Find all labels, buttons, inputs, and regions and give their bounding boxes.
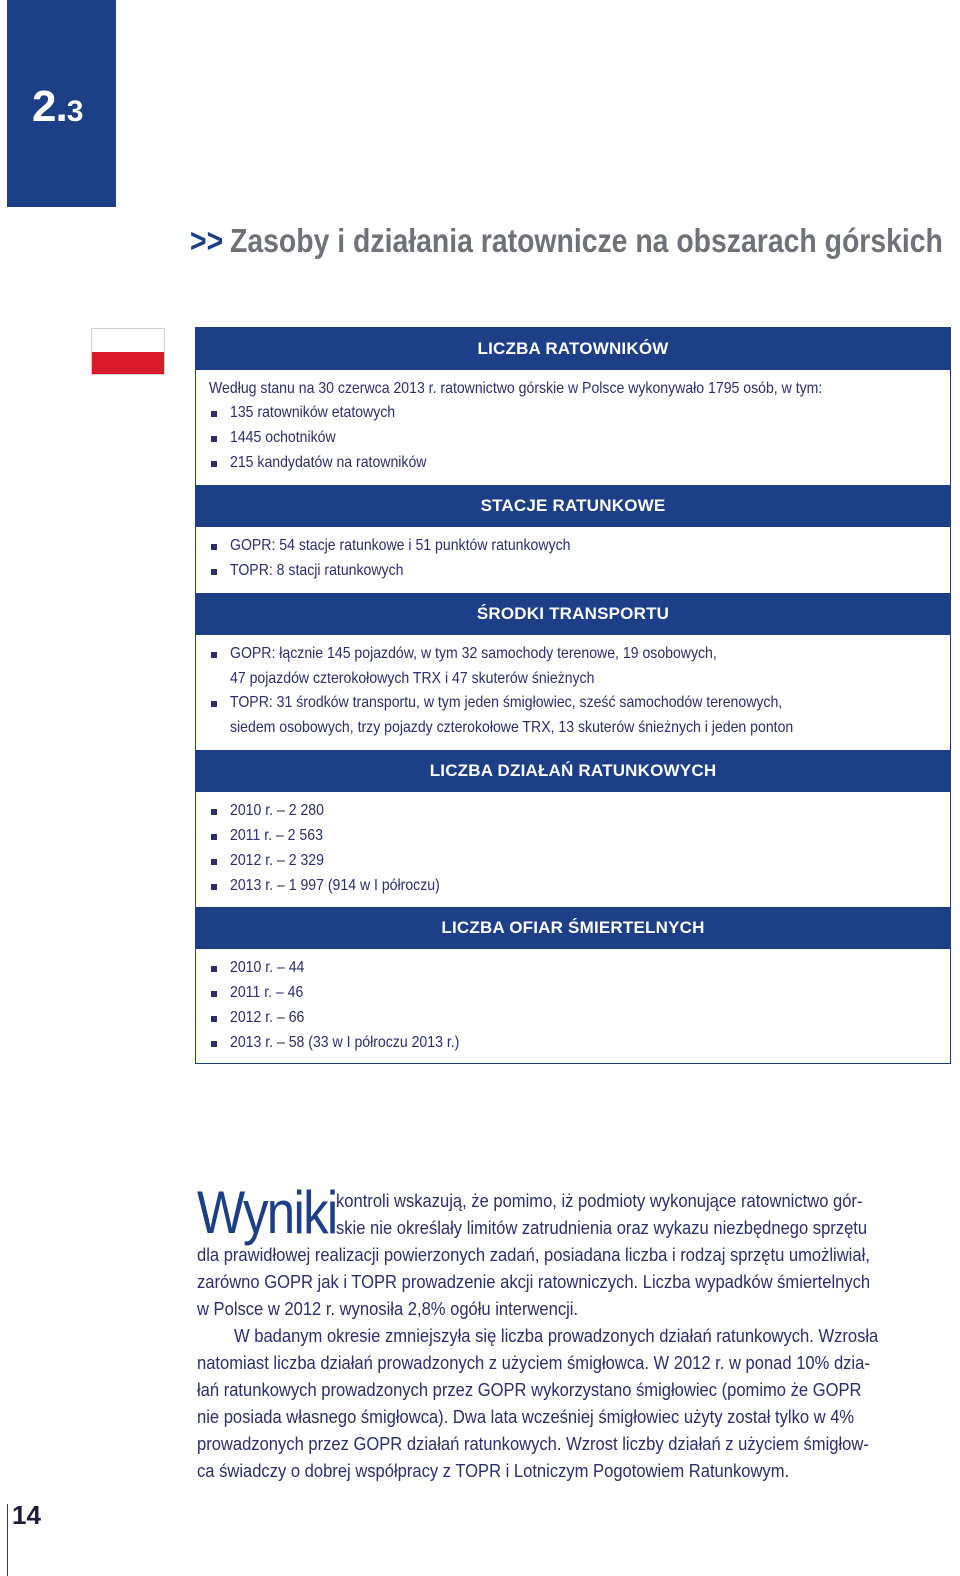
bullet-icon: [211, 701, 217, 707]
page-number: 14: [12, 1500, 41, 1530]
paragraph-line: ca świadczy o dobrej współpracy z TOPR i Lotniczym Pogotowiem Ratunkowym.: [197, 1461, 790, 1481]
page-rule: [7, 1504, 8, 1576]
bullet-icon: [211, 544, 217, 550]
poland-flag-icon: [91, 328, 165, 375]
list-item: 2012 r. – 2 329: [230, 852, 324, 869]
list-item: 2010 r. – 2 280: [230, 802, 324, 819]
results-lead-word: Wyniki: [197, 1179, 337, 1246]
fatalities-header: LICZBA OFIAR ŚMIERTELNYCH: [196, 907, 950, 949]
list-item: 215 kandydatów na ratowników: [230, 454, 427, 471]
bullet-icon: [211, 859, 217, 865]
paragraph-line: prowadzonych przez GOPR działań ratunkowych. Wzrost liczby działań z użyciem śmigłow-: [197, 1434, 869, 1454]
bullet-icon: [211, 834, 217, 840]
paragraph-line: W badanym okresie zmniejszyła się liczba prowadzonych działań ratunkowych. Wzrosła: [234, 1326, 879, 1346]
section-number: 2.3: [32, 82, 83, 131]
bullet-icon: [211, 1041, 217, 1047]
paragraph-line: łań ratunkowych prowadzonych przez GOPR wykorzystano śmigłowiec (pomimo że GOPR: [197, 1380, 862, 1400]
heading-arrows-icon: >>: [190, 222, 224, 259]
list-item: 1445 ochotników: [230, 429, 336, 446]
list-item: GOPR: łącznie 145 pojazdów, w tym 32 samochody terenowe, 19 osobowych,: [230, 645, 717, 662]
paragraph-line: zarówno GOPR jak i TOPR prowadzenie akcji ratowniczych. Liczba wypadków śmiertelnych: [197, 1272, 871, 1292]
list-item: 2013 r. – 58 (33 w I półroczu 2013 r.): [230, 1034, 460, 1051]
chapter-title: Zasoby i działania ratownicze na obszarach górskich: [230, 222, 943, 259]
bullet-icon: [211, 966, 217, 972]
list-item: 2010 r. – 44: [230, 959, 305, 976]
list-item: TOPR: 31 środków transportu, w tym jeden śmigłowiec, sześć samochodów terenowych,: [230, 694, 783, 711]
info-box: [195, 327, 951, 1064]
paragraph-line: w Polsce w 2012 r. wynosiła 2,8% ogółu interwencji.: [197, 1299, 579, 1319]
actions-header: LICZBA DZIAŁAŃ RATUNKOWYCH: [196, 750, 950, 792]
list-item: 2013 r. – 1 997 (914 w I półroczu): [230, 877, 440, 894]
bullet-icon: [211, 461, 217, 467]
stations-header: STACJE RATUNKOWE: [196, 485, 950, 527]
list-item: 2011 r. – 46: [230, 984, 304, 1001]
rescuers-intro: Według stanu na 30 czerwca 2013 r. ratownictwo górskie w Polsce wykonywało 1795 osób, w tym:: [209, 380, 823, 397]
bullet-icon: [211, 1016, 217, 1022]
bullet-icon: [211, 809, 217, 815]
list-item: GOPR: 54 stacje ratunkowe i 51 punktów ratunkowych: [230, 537, 571, 554]
rescuers-header: LICZBA RATOWNIKÓW: [196, 328, 950, 370]
paragraph-line: nie posiada własnego śmigłowca). Dwa lata wcześniej śmigłowiec użyty został tylko w 4%: [197, 1407, 855, 1427]
bullet-icon: [211, 884, 217, 890]
list-item: 2011 r. – 2 563: [230, 827, 323, 844]
list-item-continuation: 47 pojazdów czterokołowych TRX i 47 skuterów śnieżnych: [230, 670, 595, 687]
bullet-icon: [211, 436, 217, 442]
bullet-icon: [211, 569, 217, 575]
list-item: TOPR: 8 stacji ratunkowych: [230, 562, 404, 579]
bullet-icon: [211, 652, 217, 658]
list-item: 135 ratowników etatowych: [230, 404, 396, 421]
paragraph-line: natomiast liczba działań prowadzonych z użyciem śmigłowca. W 2012 r. w ponad 10% dzia-: [197, 1353, 870, 1373]
bullet-icon: [211, 411, 217, 417]
list-item-continuation: siedem osobowych, trzy pojazdy czterokołowe TRX, 13 skuterów śnieżnych i jeden ponton: [230, 719, 794, 736]
bullet-icon: [211, 991, 217, 997]
transport-header: ŚRODKI TRANSPORTU: [196, 593, 950, 635]
paragraph-line: kontroli wskazują, że pomimo, iż podmioty wykonujące ratownictwo gór-: [336, 1191, 863, 1211]
paragraph-line: skie nie określały limitów zatrudnienia oraz wykazu niezbędnego sprzętu: [336, 1218, 868, 1238]
list-item: 2012 r. – 66: [230, 1009, 305, 1026]
chapter-heading: [190, 222, 943, 260]
paragraph-line: dla prawidłowej realizacji powierzonych zadań, posiadana liczba i rodzaj sprzętu umożliwiał,: [197, 1245, 870, 1265]
